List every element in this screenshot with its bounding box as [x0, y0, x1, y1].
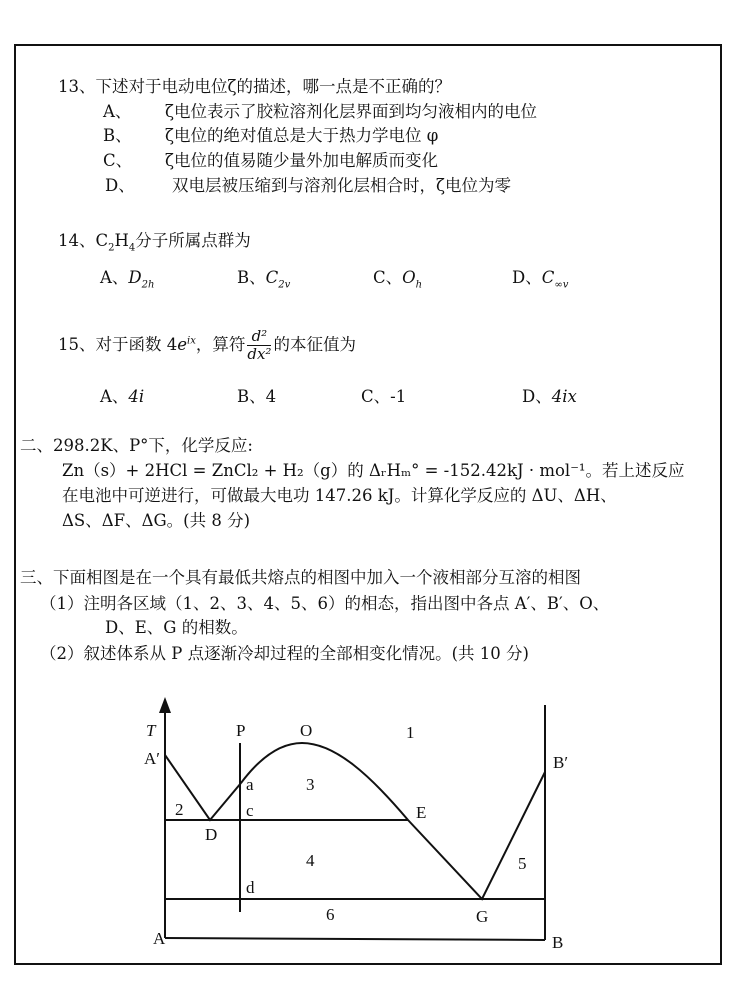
q15-stem-suffix: 的本征值为 [273, 335, 356, 354]
region-3: 3 [306, 775, 315, 794]
option-label: D、 [512, 268, 542, 287]
option-label: C、 [373, 268, 403, 287]
option-sub: 2v [278, 279, 291, 291]
q15-func-base: e [177, 335, 188, 354]
option-sub: ∞v [554, 279, 569, 291]
q13-stem: 13、下述对于电动电位ζ的描述，哪一点是不正确的？ [58, 77, 451, 96]
q14-sub: 4 [128, 242, 136, 254]
option-symbol: D [128, 268, 142, 287]
q15-stem-prefix: 15、对于函数 4 [58, 335, 178, 354]
part3-item2: （2）叙述体系从 P 点逐渐冷却过程的全部相变化情况。(共 10 分) [40, 644, 529, 663]
q14-stem-prefix: 14、C [58, 231, 109, 250]
option-symbol: C [265, 268, 279, 287]
option-text: 4ix [551, 387, 577, 406]
q15-func-exp: ix [187, 335, 196, 347]
part3-item1: （1）注明各区域（1、2、3、4、5、6）的相态，指出图中各点 A′、B′、O、 [40, 594, 610, 613]
label-O: O [300, 721, 313, 740]
label-P: P [236, 721, 246, 740]
label-D: D [205, 825, 218, 844]
q14-sub: 2 [108, 242, 115, 254]
label-a: a [246, 775, 254, 794]
part3-heading: 三、下面相图是在一个具有最低共熔点的相图中加入一个液相部分互溶的相图 [20, 568, 581, 587]
option-symbol: O [402, 268, 416, 287]
q13-option-c-text: ζ电位的值易随少量外加电解质而变化 [165, 151, 438, 170]
option-label: D、 [522, 387, 552, 406]
label-E: E [416, 803, 427, 822]
q13-option-b-label: B、 [103, 126, 132, 145]
option-label: A、 [100, 268, 129, 287]
part2-line2: Zn（s）+ 2HCl = ZnCl₂ + H₂（g）的 ΔᵣHₘ° = -152.42kJ · mol⁻¹。若上述反应 [62, 461, 685, 480]
q14-stem-mid: H [114, 231, 129, 250]
region-2: 2 [175, 800, 184, 819]
label-B: B [552, 933, 564, 952]
option-label: B、 [237, 268, 266, 287]
label-A-prime: A′ [144, 749, 160, 768]
axis-arrow-icon [159, 697, 171, 713]
composition-axis [165, 938, 545, 940]
option-label: B、 [237, 387, 266, 406]
option-label: C、 [361, 387, 391, 406]
q13-option-d-label: D、 [105, 176, 135, 195]
fraction-numerator: d² [247, 328, 271, 346]
q14-stem-suffix: 分子所属点群为 [135, 231, 251, 250]
part2-line4: ΔS、ΔF、ΔG。(共 8 分) [62, 511, 251, 530]
label-G: G [476, 907, 489, 926]
label-A: A [153, 929, 166, 948]
option-symbol: C [541, 268, 555, 287]
q13-option-d-text: 双电层被压缩到与溶剂化层相合时，ζ电位为零 [172, 176, 511, 195]
fraction-denominator: dx² [247, 345, 272, 363]
q15-stem-mid: ，算符 [195, 335, 246, 354]
option-sub: h [415, 279, 423, 291]
label-B-prime: B′ [553, 753, 569, 772]
option-label: A、 [100, 387, 129, 406]
option-sub: 2h [141, 279, 155, 291]
part3-item1-cont: D、E、G 的相数。 [105, 618, 248, 637]
label-c: c [246, 801, 254, 820]
option-text: 4 [265, 387, 277, 406]
region-6: 6 [326, 905, 335, 924]
option-text: 4i [128, 387, 145, 406]
label-d: d [246, 878, 255, 897]
region-1: 1 [406, 723, 415, 742]
part2-line3: 在电池中可逆进行，可做最大电功 147.26 kJ。计算化学反应的 ΔU、ΔH、 [62, 486, 617, 505]
q13-option-c-label: C、 [103, 151, 133, 170]
part2-heading: 二、298.2K、P°下，化学反应: [20, 436, 253, 455]
region-4: 4 [306, 851, 315, 870]
label-T: T [146, 721, 156, 740]
q13-option-b-text: ζ电位的绝对值总是大于热力学电位 φ [165, 126, 439, 145]
q13-option-a-text: ζ电位表示了胶粒溶剂化层界面到均匀液相内的电位 [165, 102, 537, 121]
region-5: 5 [518, 854, 527, 873]
q13-option-a-label: A、 [103, 102, 132, 121]
option-text: -1 [390, 387, 407, 406]
